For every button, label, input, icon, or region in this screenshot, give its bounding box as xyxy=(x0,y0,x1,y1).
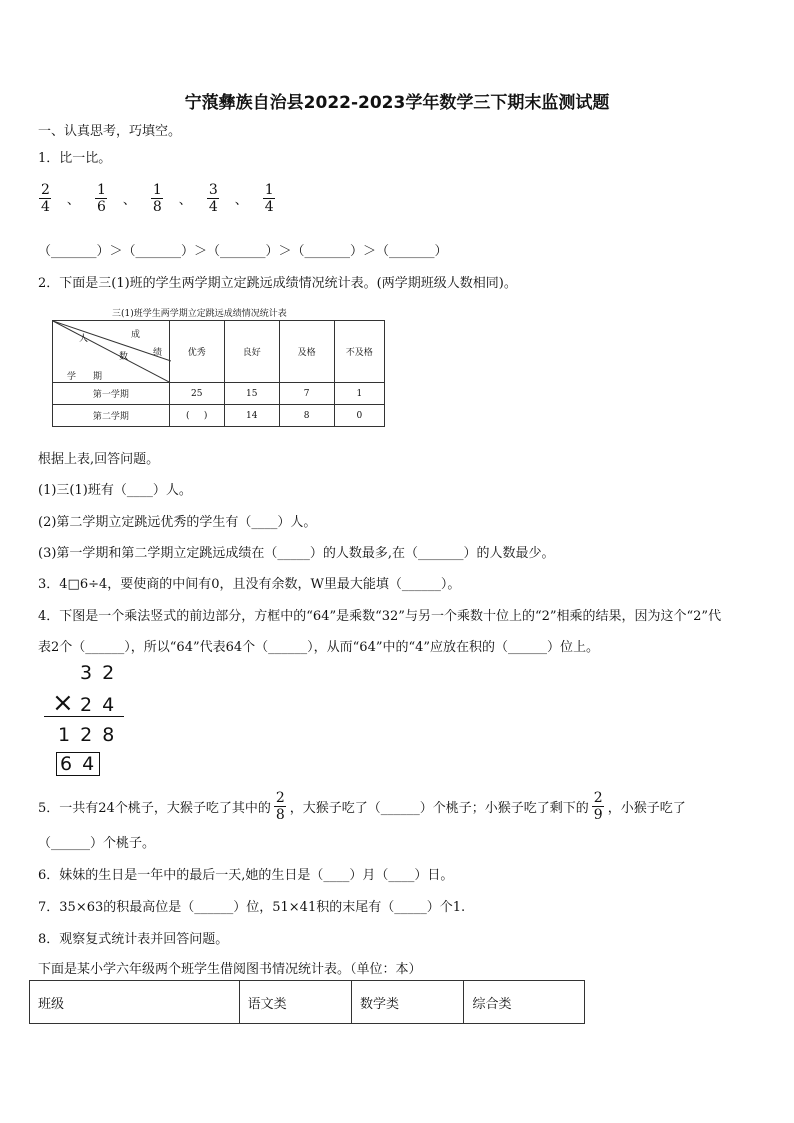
mult-divider-line xyxy=(44,716,124,717)
jump-stats-table xyxy=(52,320,385,427)
corner-label: 成 xyxy=(131,330,141,340)
stats-table-title: 三(1)班学生两学期立定跳远成绩情况统计表 xyxy=(112,309,287,319)
table-row xyxy=(53,383,385,405)
fraction-2-8: $\frac{2}{8}$ xyxy=(275,790,285,823)
borrowing-stats-table xyxy=(29,980,585,1024)
table-cell: 14 xyxy=(224,405,279,427)
column-header: 语文类 xyxy=(239,981,351,1024)
question-5-part3: ，小猴子吃了 xyxy=(607,801,686,816)
question-5-part1: 5．一共有24个桃子，大猴子吃了其中的 xyxy=(38,801,271,816)
mult-second-number: 2 4 xyxy=(80,694,117,716)
question-7-text[interactable]: 7．35×63的积最高位是（______）位，51×41积的末尾有（_____）个1. xyxy=(38,900,466,915)
corner-label: 学 xyxy=(67,372,77,382)
question-2-prompt: 根据上表,回答问题。 xyxy=(38,452,160,467)
question-6-text[interactable]: 6．妹妹的生日是一年中的最后一天,她的生日是（____）月（____）日。 xyxy=(38,868,454,883)
corner-label: 绩 xyxy=(153,348,163,358)
table-cell: 1 xyxy=(334,383,384,405)
separator: 、 xyxy=(234,193,248,208)
column-header: 综合类 xyxy=(464,981,585,1024)
table-row xyxy=(53,405,385,427)
question-2-sub2[interactable]: (2)第二学期立定跳远优秀的学生有（____）人。 xyxy=(38,515,317,530)
corner-label: 期 xyxy=(93,372,103,382)
table-cell: 8 xyxy=(279,405,334,427)
question-5-part2[interactable]: ，大猴子吃了（______）个桃子；小猴子吃了剩下的 xyxy=(289,801,589,816)
question-1-label: 1．比一比。 xyxy=(38,151,112,166)
question-2-sub3[interactable]: (3)第一学期和第二学期立定跳远成绩在（_____）的人数最多,在（_______）的人数最少。 xyxy=(38,546,555,561)
corner-label: 数 xyxy=(119,352,129,362)
mult-top-number: 3 2 xyxy=(80,662,117,684)
multiply-sign-icon: × xyxy=(52,688,74,718)
question-3-text[interactable]: 3．4□6÷4，要使商的中间有0，且没有余数，W里最大能填（______）。 xyxy=(38,577,461,592)
separator: 、 xyxy=(178,193,192,208)
fraction-3: $\frac{1}{8}$ xyxy=(152,182,162,215)
fraction-5: $\frac{1}{4}$ xyxy=(264,182,274,215)
fraction-4: $\frac{3}{4}$ xyxy=(208,182,218,215)
question-4-line2[interactable]: 表2个（______），所以“64”代表64个（______），从而“64”中的“4”应放在积的（______）位上。 xyxy=(38,640,600,655)
question-5-line2[interactable]: （______）个桃子。 xyxy=(38,836,156,851)
row-label: 第一学期 xyxy=(53,383,170,405)
blank-cell[interactable]: ( ) xyxy=(169,405,224,427)
separator: 、 xyxy=(66,193,80,208)
mult-partial-1: 1 2 8 xyxy=(58,724,117,746)
column-header: 数学类 xyxy=(352,981,464,1024)
comparison-blanks[interactable]: （_______）＞（_______）＞（_______）＞（_______）＞（_______） xyxy=(38,244,448,259)
page-title: 宁蒗彝族自治县2022-2023学年数学三下期末监测试题 xyxy=(184,93,610,113)
section-heading: 一、认真思考，巧填空。 xyxy=(38,124,182,139)
column-header: 班级 xyxy=(30,981,240,1024)
mult-partial-2-box: 6 4 xyxy=(56,752,100,776)
question-2-text: 2．下面是三(1)班的学生两学期立定跳远成绩情况统计表。(两学期班级人数相同)。 xyxy=(38,276,517,291)
row-label: 第二学期 xyxy=(53,405,170,427)
fraction-list xyxy=(38,182,277,215)
question-5-line1 xyxy=(38,790,686,823)
table-corner-cell xyxy=(53,321,170,383)
table-cell: 0 xyxy=(334,405,384,427)
fraction-1: $\frac{2}{4}$ xyxy=(41,182,50,215)
fraction-2-9: $\frac{2}{9}$ xyxy=(593,790,603,823)
table-header-row xyxy=(30,981,585,1024)
question-4-line1: 4．下图是一个乘法竖式的前边部分，方框中的“64”是乘数“32”与另一个乘数十位上的“2”相乘的结果，因为这个“2”代 xyxy=(38,609,722,624)
table-cell: 15 xyxy=(224,383,279,405)
column-header: 优秀 xyxy=(169,321,224,383)
column-header: 及格 xyxy=(279,321,334,383)
table-cell: 7 xyxy=(279,383,334,405)
corner-label: 人 xyxy=(79,334,89,344)
question-8-text: 8．观察复式统计表并回答问题。 xyxy=(38,932,229,947)
fraction-2: $\frac{1}{6}$ xyxy=(96,182,106,215)
separator: 、 xyxy=(122,193,136,208)
question-2-sub1[interactable]: (1)三(1)班有（____）人。 xyxy=(38,483,192,498)
question-8-subtitle: 下面是某小学六年级两个班学生借阅图书情况统计表。（单位：本） xyxy=(38,962,422,977)
column-header: 不及格 xyxy=(334,321,384,383)
table-cell: 25 xyxy=(169,383,224,405)
column-header: 良好 xyxy=(224,321,279,383)
